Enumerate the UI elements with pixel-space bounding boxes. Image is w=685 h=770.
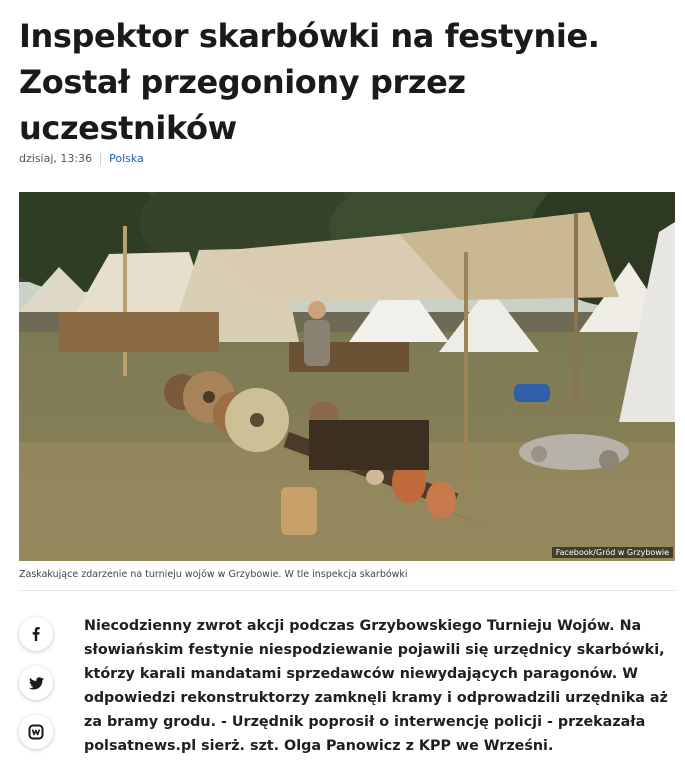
caption-divider	[19, 590, 675, 591]
article-headline: Inspektor skarbówki na festynie. Został przegoniony przez uczestników	[19, 17, 600, 147]
meta-divider	[100, 153, 101, 165]
article-lead: Niecodzienny zwrot akcji podczas Grzybowskiego Turnieju Wojów. Na słowiańskim festynie niespodziewanie pojawili się urzędnicy skarbówki, którzy karali mandatami sprzedawców niewydających paragonów. W odpowiedzi rekonstruktorzy zamknęli kramy i odprowadzili urzędnika aż za bramy grodu. - Urzędnik poprosił o interwencję policji - przekazała polsatnews.pl sierż. szt. Olga Panowicz z KPP we Wrześni.	[84, 618, 668, 754]
share-twitter-button[interactable]	[19, 666, 53, 700]
publish-time: dzisiaj, 13:36	[19, 152, 93, 165]
share-facebook-button[interactable]	[19, 617, 53, 651]
facebook-icon	[29, 627, 43, 641]
article-photo	[19, 192, 675, 561]
photo-credit: Facebook/Gród w Grzybowie	[552, 547, 673, 558]
share-wykop-button[interactable]	[19, 715, 53, 749]
article-meta	[19, 152, 144, 166]
category-link[interactable]: Polska	[109, 152, 144, 165]
photo-illustration	[19, 192, 675, 561]
twitter-icon	[29, 677, 44, 690]
wykop-icon	[28, 724, 44, 740]
photo-caption: Zaskakujące zdarzenie na turnieju wojów w Grzybowie. W tle inspekcja skarbówki	[19, 569, 408, 580]
